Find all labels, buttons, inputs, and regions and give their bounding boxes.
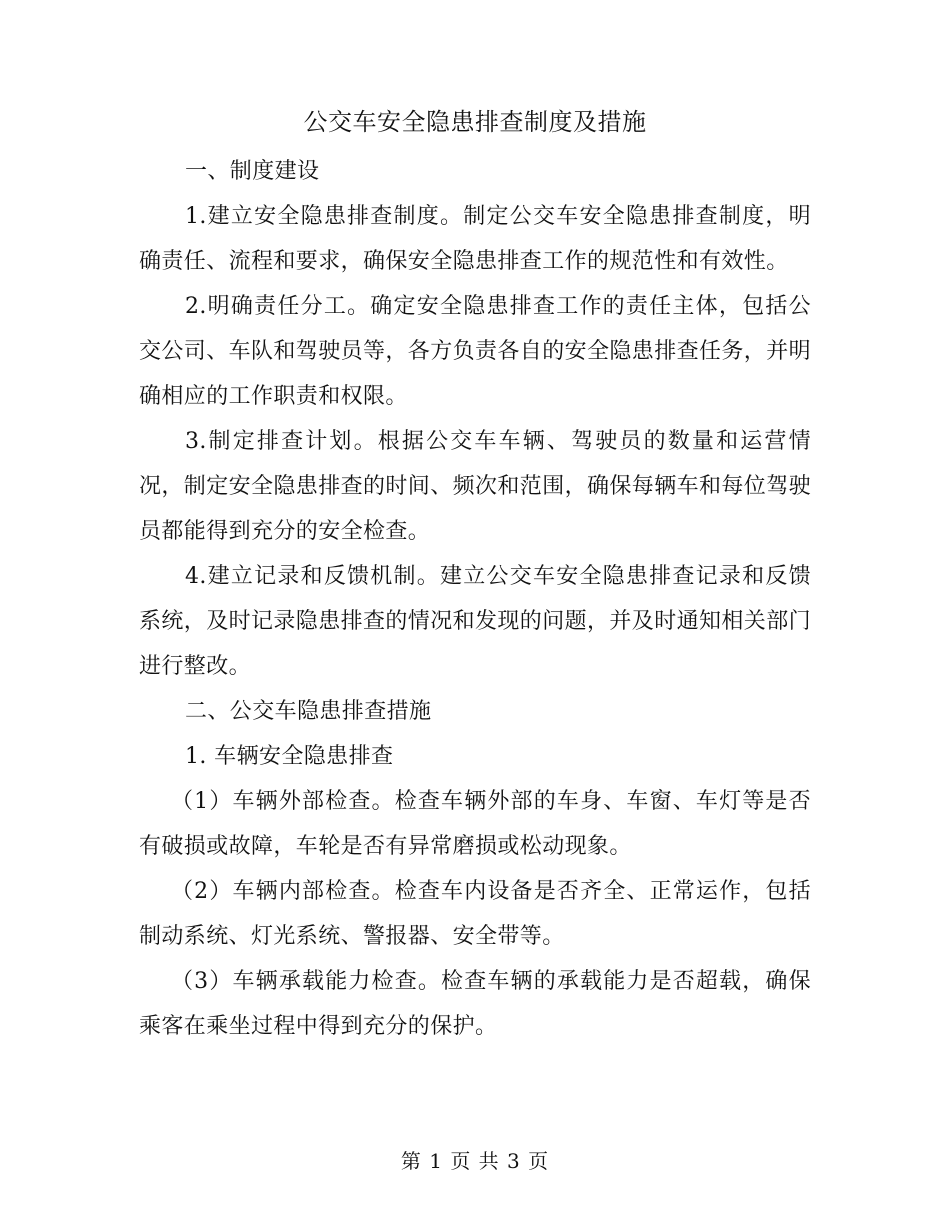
subsection-heading-1: 1. 车辆安全隐患排查 <box>185 744 394 769</box>
paragraph-6: （2）车辆内部检查。检查车内设备是否齐全、正常运作，包括制动系统、灯光系统、警报器、安全带等。 <box>139 879 811 949</box>
paragraph-1: 1.建立安全隐患排查制度。制定公交车安全隐患排查制度，明确责任、流程和要求，确保安全隐患排查工作的规范性和有效性。 <box>139 204 811 274</box>
section-heading-1: 一、制度建设 <box>185 159 320 184</box>
paragraph-2: 2.明确责任分工。确定安全隐患排查工作的责任主体，包括公交公司、车队和驾驶员等，各方负责各自的安全隐患排查任务，并明确相应的工作职责和权限。 <box>139 294 812 409</box>
document-title: 公交车安全隐患排查制度及措施 <box>303 108 647 136</box>
paragraph-4: 4.建立记录和反馈机制。建立公交车安全隐患排查记录和反馈系统，及时记录隐患排查的情况和发现的问题，并及时通知相关部门进行整改。 <box>139 564 812 679</box>
page-footer: 第 1 页 共 3 页 <box>400 1149 550 1173</box>
paragraph-7: （3）车辆承载能力检查。检查车辆的承载能力是否超载，确保乘客在乘坐过程中得到充分的保护。 <box>139 969 811 1039</box>
paragraph-3: 3.制定排查计划。根据公交车车辆、驾驶员的数量和运营情况，制定安全隐患排查的时间、频次和范围，确保每辆车和每位驾驶员都能得到充分的安全检查。 <box>139 429 812 544</box>
document-body <box>139 149 811 1049</box>
section-heading-2: 二、公交车隐患排查措施 <box>185 699 432 724</box>
paragraph-5: （1）车辆外部检查。检查车辆外部的车身、车窗、车灯等是否有破损或故障，车轮是否有异常磨损或松动现象。 <box>139 789 811 859</box>
